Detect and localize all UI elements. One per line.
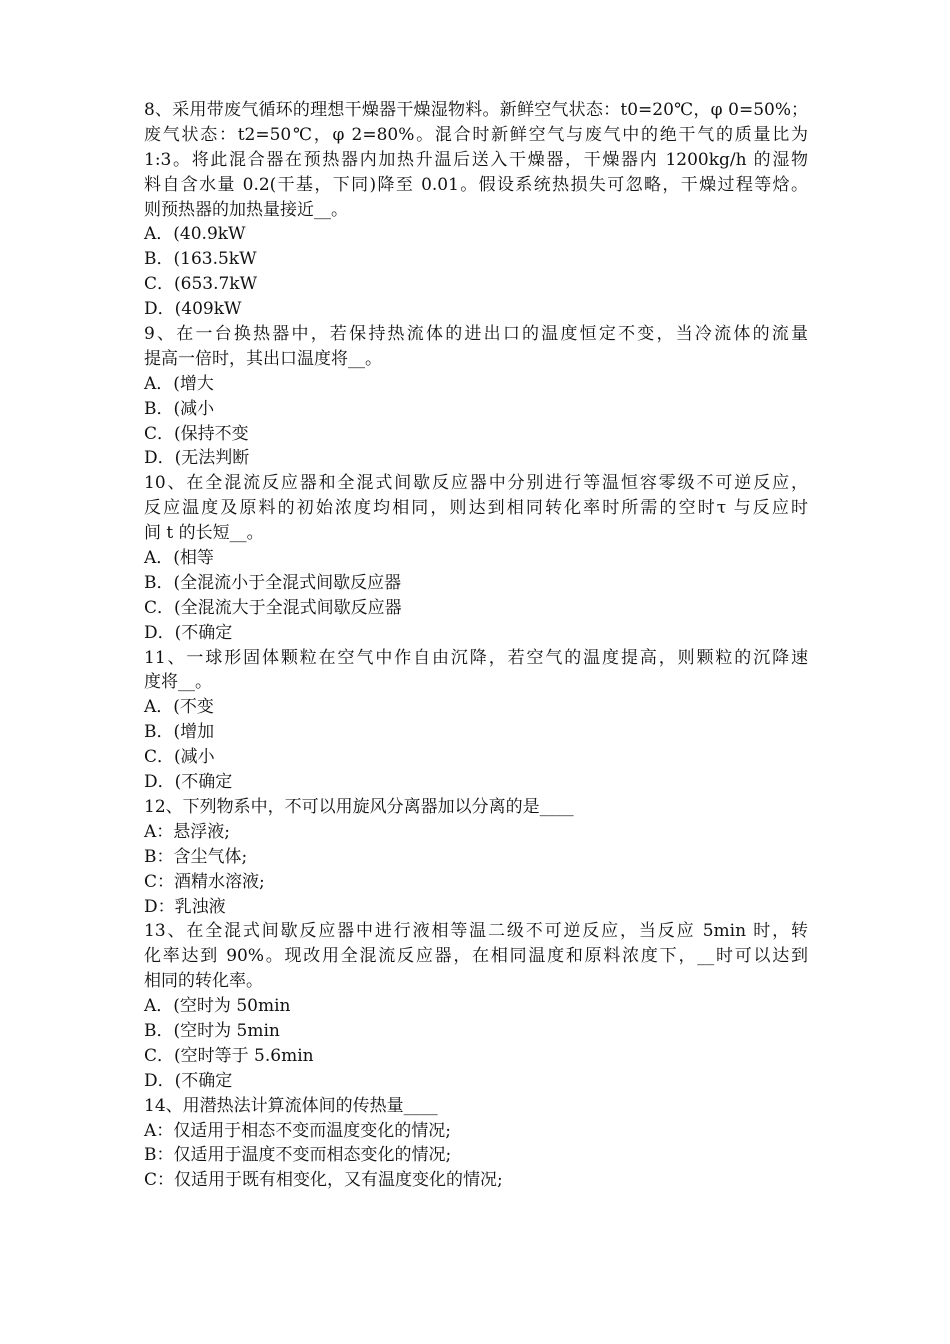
answer-option: A．(空时为 50min xyxy=(144,996,291,1017)
question-text-line: 10、在全混流反应器和全混式间歇反应器中分别进行等温恒容零级不可逆反应， xyxy=(144,473,808,494)
question-text-line: 反应温度及原料的初始浓度均相同，则达到相同转化率时所需的空时τ 与反应时 xyxy=(144,498,808,519)
answer-option: A：仅适用于相态不变而温度变化的情况; xyxy=(144,1120,452,1141)
question-text-line: 提高一倍时，其出口温度将__。 xyxy=(144,348,382,369)
question-8 xyxy=(144,98,808,322)
answer-option: A：悬浮液; xyxy=(144,821,231,842)
question-text-line: 料自含水量 0.2(干基，下同)降至 0.01。假设系统热损失可忽略，干燥过程等焓。 xyxy=(144,174,808,195)
question-text-line: 1:3。将此混合器在预热器内加热升温后送入干燥器，干燥器内 1200kg/h 的湿物 xyxy=(144,149,808,170)
question-9 xyxy=(144,322,808,471)
answer-option: D．(不确定 xyxy=(144,772,233,793)
answer-option: B．(空时为 5min xyxy=(144,1020,280,1041)
question-text-line: 14、用潜热法计算流体间的传热量____ xyxy=(144,1095,438,1116)
answer-option: A．(不变 xyxy=(144,697,214,718)
question-text-line: 11、一球形固体颗粒在空气中作自由沉降，若空气的温度提高，则颗粒的沉降速 xyxy=(144,647,808,668)
question-text-line: 12、下列物系中，不可以用旋风分离器加以分离的是____ xyxy=(144,796,574,817)
answer-option: B．(减小 xyxy=(144,398,215,419)
answer-option: C．(保持不变 xyxy=(144,423,249,444)
answer-option: C．(全混流大于全混式间歇反应器 xyxy=(144,597,402,618)
answer-option: D．(409kW xyxy=(144,299,242,320)
answer-option: B：仅适用于温度不变而相态变化的情况; xyxy=(144,1145,452,1166)
answer-option: D：乳浊液 xyxy=(144,896,226,917)
answer-option: B．(增加 xyxy=(144,722,215,743)
question-13 xyxy=(144,919,808,1093)
answer-option: D．(不确定 xyxy=(144,1070,233,1091)
answer-option: C：酒精水溶液; xyxy=(144,871,265,892)
answer-option: C．(653.7kW xyxy=(144,274,258,295)
question-text-line: 废气状态：t2=50℃，φ 2=80%。混合时新鲜空气与废气中的绝干气的质量比为 xyxy=(144,124,808,145)
answer-option: C．(空时等于 5.6min xyxy=(144,1045,314,1066)
answer-option: B．(163.5kW xyxy=(144,249,257,270)
answer-option: B．(全混流小于全混式间歇反应器 xyxy=(144,572,402,593)
question-text-line: 化率达到 90%。现改用全混流反应器，在相同温度和原料浓度下，__时可以达到 xyxy=(144,946,808,967)
question-10 xyxy=(144,471,808,645)
question-text-line: 13、在全混式间歇反应器中进行液相等温二级不可逆反应，当反应 5min 时，转 xyxy=(144,921,808,942)
answer-option: C：仅适用于既有相变化，又有温度变化的情况; xyxy=(144,1170,503,1191)
question-12 xyxy=(144,795,808,919)
answer-option: D．(无法判断 xyxy=(144,448,250,469)
answer-option: A．(相等 xyxy=(144,548,214,569)
question-text-line: 间 t 的长短__。 xyxy=(144,523,264,544)
answer-option: C．(减小 xyxy=(144,747,215,768)
answer-option: A．(增大 xyxy=(144,373,214,394)
question-11 xyxy=(144,646,808,795)
answer-option: A．(40.9kW xyxy=(144,224,246,245)
document-page xyxy=(144,98,808,1193)
question-text-line: 则预热器的加热量接近__。 xyxy=(144,199,348,220)
question-14 xyxy=(144,1094,808,1194)
question-text-line: 相同的转化率。 xyxy=(144,971,263,992)
question-text-line: 度将__。 xyxy=(144,672,212,693)
question-text-line: 9、在一台换热器中，若保持热流体的进出口的温度恒定不变，当冷流体的流量 xyxy=(144,324,808,345)
answer-option: D．(不确定 xyxy=(144,622,233,643)
answer-option: B：含尘气体; xyxy=(144,846,248,867)
question-text-line: 8、采用带废气循环的理想干燥器干燥湿物料。新鲜空气状态：t0=20℃，φ 0=50%； xyxy=(144,100,808,120)
